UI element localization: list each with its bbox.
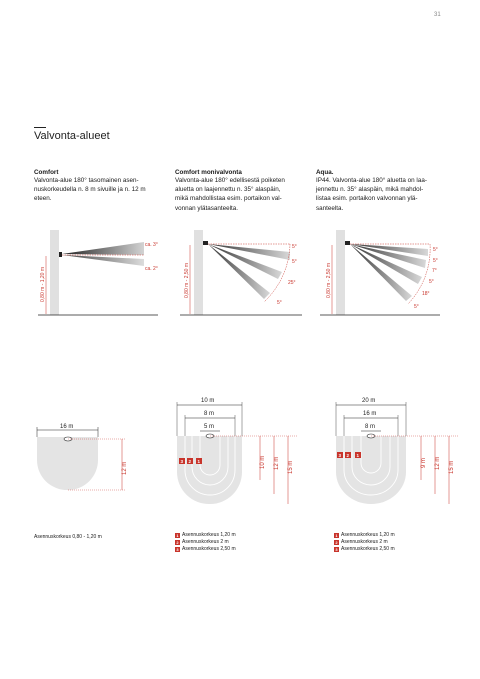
section-title: Valvonta-alueet [34, 130, 110, 142]
height-label: 0,80 m - 1,20 m [40, 266, 46, 302]
angle-label: 5° [414, 304, 419, 310]
column-line: Valvonta-alue 180° edellisestä poiketen [175, 177, 285, 184]
column-heading: Comfort [34, 169, 59, 176]
column-line: jennettu n. 35° alaspäin, mikä mahdol- [316, 186, 424, 194]
width-label: 10 m [201, 398, 215, 404]
width-label: 8 m [365, 424, 376, 430]
width-label: 16 m [363, 411, 377, 417]
column-line: santeelta. [316, 204, 344, 212]
svg-text:2: 2 [188, 458, 192, 464]
depth-label: 9 m [421, 457, 427, 468]
top-view-aqua [333, 390, 473, 525]
caption-left: Asennuskorkeus 0,80 - 1,20 m [34, 534, 102, 540]
side-view-aqua [312, 222, 452, 322]
column-line: listaa esim. portaikon valvonnan ylä- [316, 195, 418, 203]
detection-beam [62, 255, 144, 266]
height-label: 0,80 m - 2,50 m [326, 262, 332, 298]
sensor-icon [59, 252, 62, 257]
column-line: vonnan ylätasanteelta. [175, 204, 239, 212]
width-label: 16 m [60, 424, 74, 430]
depth-label: 15 m [288, 460, 294, 474]
angle-label: 5° [277, 300, 282, 306]
column-aqua [316, 169, 456, 213]
detection-beam [208, 244, 290, 260]
svg-text:3: 3 [338, 452, 342, 458]
height-label: 0,80 m - 2,50 m [184, 262, 190, 298]
legend-item: 3 Asennuskorkeus 2,50 m [335, 546, 395, 552]
legend-item: 1 Asennuskorkeus 1,20 m [176, 532, 236, 538]
title-rule [34, 127, 46, 128]
depth-label: 12 m [274, 456, 280, 470]
zone-badge: 1 [335, 533, 338, 538]
top-view-comfort-multi [172, 390, 307, 525]
legend-item: 2 Asennuskorkeus 2 m [176, 539, 229, 545]
column-line: Valvonta-alue 180° tasomainen asen- [34, 177, 139, 184]
side-view-comfort [30, 222, 170, 322]
angle-label: 5° [433, 258, 438, 264]
angle-label: ca. 2° [145, 266, 158, 272]
sensor-icon [203, 241, 208, 245]
depth-label: 10 m [260, 455, 266, 469]
column-line: nuskorkeudella n. 8 m sivuille ja n. 12 m [34, 186, 146, 194]
wall [336, 230, 345, 315]
coverage-area [177, 436, 242, 504]
column-heading: Comfort monivalvonta [175, 169, 242, 176]
column-line: eteen. [34, 195, 52, 203]
legend-right [334, 532, 395, 553]
zone-badge: 3 [335, 547, 338, 552]
depth-label: 15 m [449, 460, 455, 474]
svg-text:2: 2 [346, 452, 350, 458]
angle-label: 5° [292, 244, 297, 250]
coverage-area [336, 436, 406, 504]
zone-badge: 3 [176, 547, 179, 552]
wall [50, 230, 59, 315]
angle-label: 18° [422, 291, 430, 297]
column-line: IP44. Valvonta-alue 180° aluetta on laa- [316, 177, 427, 184]
angle-label: ca. 3° [145, 242, 158, 248]
svg-text:3: 3 [180, 458, 184, 464]
depth-label: 12 m [122, 461, 128, 475]
detection-beam [62, 242, 144, 255]
wall [194, 230, 203, 315]
zone-badge: 1 [176, 533, 179, 538]
width-label: 8 m [204, 411, 215, 417]
angle-label: 7° [432, 268, 437, 274]
zone-badge: 2 [176, 540, 179, 545]
angle-label: 25° [288, 280, 296, 286]
legend-middle [175, 532, 236, 553]
column-heading: Aqua. [316, 169, 334, 176]
column-comfort-multi [175, 169, 315, 213]
column-line: mikä mahdollistaa esim. portaikon val- [175, 195, 282, 203]
legend-item: 1 Asennuskorkeus 1,20 m [335, 532, 395, 538]
zone-badge: 2 [335, 540, 338, 545]
angle-label: 5° [292, 259, 297, 265]
column-comfort [34, 169, 169, 204]
side-view-comfort-multi [172, 222, 312, 322]
depth-label: 12 m [435, 456, 441, 470]
legend-item: 3 Asennuskorkeus 2,50 m [176, 546, 236, 552]
angle-label: 5° [433, 247, 438, 253]
page-number: 31 [434, 12, 441, 18]
svg-text:1: 1 [197, 458, 201, 464]
top-view-comfort [30, 415, 140, 505]
sensor-icon [345, 241, 350, 245]
width-label: 5 m [204, 424, 215, 430]
svg-text:1: 1 [356, 452, 360, 458]
angle-label: 5° [429, 279, 434, 285]
coverage-area [37, 437, 98, 490]
width-label: 20 m [362, 398, 376, 404]
column-line: aluetta on laajennettu n. 35° alaspäin, [175, 186, 281, 194]
legend-item: 2 Asennuskorkeus 2 m [335, 539, 388, 545]
